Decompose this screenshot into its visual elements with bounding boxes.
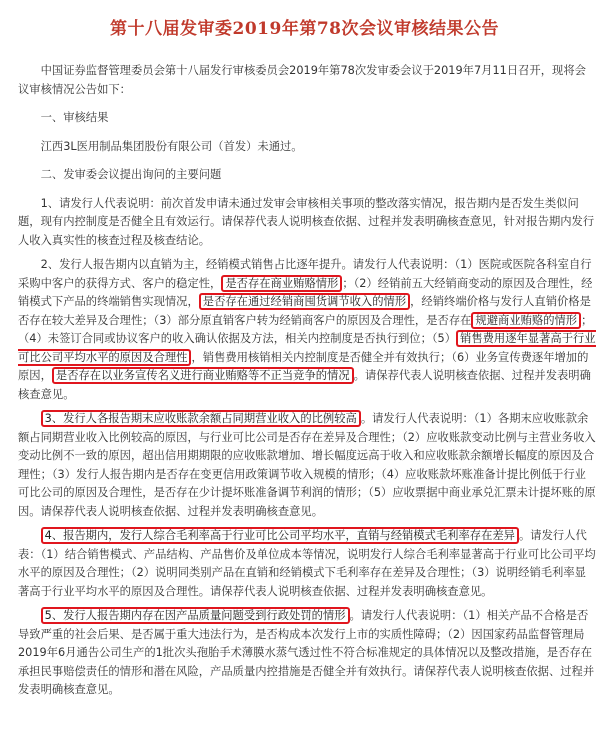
review-result: 江西3L医用制品集团股份有限公司（首发）未通过。 — [40, 139, 303, 153]
question-1: 1、请发行人代表说明：前次首发申请未通过发审会审核相关事项的整改落实情况，报告期内是否发生类似问题，现有内控制度是否健全且有效运行。请保荐代表人说明核查依据、过程并发表明确核查意见，针对报告期内发行人收入真实性的核查过程及核查结论。 — [18, 196, 595, 247]
q4-highlight-1: 4、报告期内，发行人综合毛利率高于行业可比公司平均水平，直销与经销模式毛利率存在差异 — [41, 527, 519, 544]
section2-heading: 二、发审委会议提出询问的主要问题 — [40, 168, 222, 181]
question-4 — [18, 527, 596, 601]
q4-text-1: 。请发行人代表：（1）结合销售模式、产品结构、产品售价及单位成本等情况，说明发行人综合毛利率显著高于行业可比公司平均水平的原因及合理性；（2）说明同类别产品在直销和经销模式下毛利率存在差异及合理性；（3）说明经销毛利率显著高于行业平均水平的原因及合理性。请保荐代表人说明核查依据、过程并发表明确核查意见。 — [18, 529, 596, 598]
q5-text-1: 。请发行人代表说明：（1）相关产品不合格是否导致严重的社会后果、是否属于重大违法行为，是否构成本次发行上市的实质性障碍；（2）因国家药品监督管理局2019年6月通告公司生产的1批次头孢胎手术薄膜水蒸气透过性不符合标准规定的具体情况以及整改措施，是否存在承担民事赔偿责任的情形和潜在风险，产品质量内控措施是否健全并有效执行。请保荐代表人说明核查依据、过程并发表明确核查意见。 — [18, 609, 595, 696]
q2-text-1: 2、发行人报告期内以直销为主，经销模式销售占比逐年提升。请发行人代表说明：（1）医院或医院各科室自行采购中客户的获得方式、客户的稳定性， — [18, 258, 592, 290]
q2-highlight-5: 是否存在以业务宣传名义进行商业贿赂等不正当竞争的情况 — [52, 367, 354, 384]
q5-highlight-1: 5、发行人报告期内存在因产品质量问题受到行政处罚的情形 — [41, 607, 350, 624]
intro-paragraph: 中国证券监督管理委员会第十八届发行审核委员会2019年第78次发审委会议于2019年7月11日召开，现将会议审核情况公告如下： — [18, 64, 586, 96]
question-3 — [18, 410, 596, 521]
q2-text-2: ；（2）经销前五大经销商变动的原因及合理性，经销模式下产品的终端销售实现情况， — [18, 276, 593, 308]
q3-text-1: 。请发行人代表说明：（1）各期末应收账款余额占同期营业收入比例较高的原因，与行业可比公司是否存在差异及合理性；（2）应收账款变动比例与主营业务收入变动比例不一致的原因，超出信用期期限的应收账款增加、增长幅度远高于收入和应收账款余额增长幅度的原因及合理性；（3）发行人报告期内是否存在变更信用政策调节收入规模的情形；（4）应收账款坏账准备计提比例低于行业可比公司的原因及合理性，是否存在少计提坏账准备调节利润的情形；（5）应收票据中商业承兑汇票未计提坏账的原因。请保荐代表人说明核查依据、过程并发表明确核查意见。 — [18, 412, 596, 518]
q2-highlight-3: 规避商业贿赂的情形 — [471, 312, 581, 329]
q2-highlight-1: 是否存在商业贿赂情形 — [221, 275, 342, 292]
q2-text-3: ，经销终端价格与发行人直销价格是否存在较大差异及合理性；（3）部分原直销客户转为经销商客户的原因及合理性，是否存在 — [18, 295, 591, 327]
announcement-title: 第十八届发审委2019年第78次会议审核结果公告 — [110, 19, 499, 39]
question-5 — [18, 607, 596, 700]
document-body — [18, 62, 596, 700]
q2-highlight-2: 是否存在通过经销商囤货调节收入的情形 — [199, 293, 410, 310]
q3-highlight-1: 3、发行人各报告期末应收账款余额占同期营业收入的比例较高 — [41, 410, 361, 427]
question-2 — [18, 256, 596, 404]
q2-text-4: ；（4）未签订合同或协议客户的收入确认依据及方法，相关内控制度是否执行到位；（5） — [18, 313, 593, 345]
section1-heading: 一、审核结果 — [40, 111, 109, 124]
q2-highlight-4: 销售费用逐年显著高于行业可比公司平均水平的原因及合理性 — [18, 332, 596, 364]
q2-text-5: ，销售费用核销相关内控制度是否健全并有效执行；（6）业务宣传费逐年增加的原因， — [18, 350, 589, 382]
q2-text-6: 。请保荐代表人说明核查依据、过程并发表明确核查意见。 — [18, 369, 591, 401]
